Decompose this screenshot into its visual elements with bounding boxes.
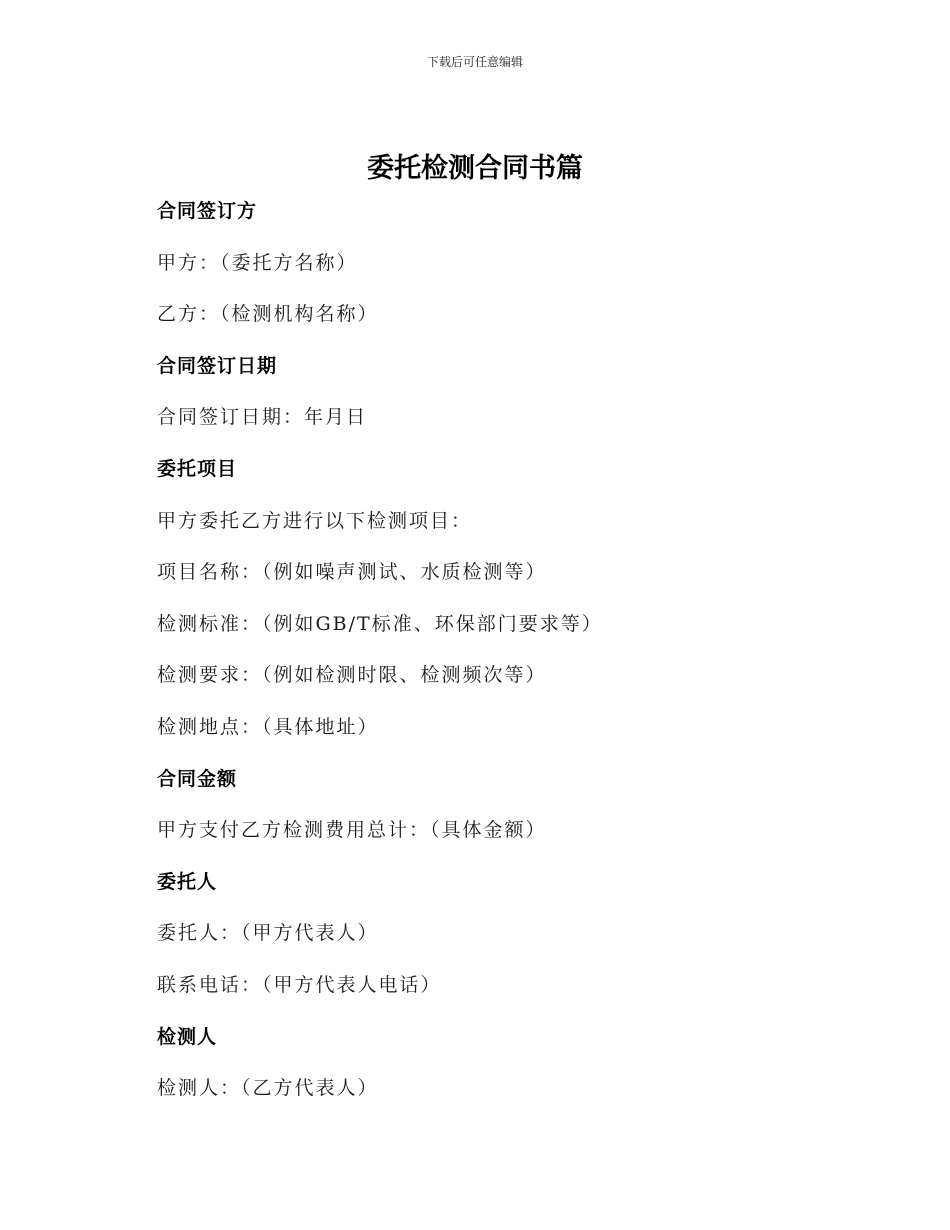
test-location-line: 检测地点：（具体地址） (157, 715, 379, 738)
document-body (157, 195, 837, 1124)
section-heading-items: 委托项目 (157, 457, 238, 480)
item-name-line: 项目名称：（例如噪声测试、水质检测等） (157, 561, 547, 584)
items-intro-line: 甲方委托乙方进行以下检测项目： (157, 509, 473, 532)
test-standard-line: 检测标准：（例如GB/T标准、环保部门要求等） (157, 612, 603, 635)
section-heading-client: 委托人 (157, 870, 218, 893)
section-heading-tester: 检测人 (157, 1025, 218, 1048)
document-title: 委托检测合同书篇 (367, 153, 583, 184)
client-phone-line: 联系电话：（甲方代表人电话） (157, 973, 442, 996)
tester-rep-line: 检测人：（乙方代表人） (157, 1077, 379, 1100)
section-heading-sign-date: 合同签订日期 (157, 354, 278, 377)
section-heading-amount: 合同金额 (157, 767, 238, 790)
amount-line: 甲方支付乙方检测费用总计：（具体金额） (157, 819, 547, 842)
test-requirement-line: 检测要求：（例如检测时限、检测频次等） (157, 664, 547, 687)
party-a-line: 甲方：（委托方名称） (157, 251, 358, 274)
section-heading-parties: 合同签订方 (157, 200, 258, 222)
client-rep-line: 委托人：（甲方代表人） (157, 922, 379, 945)
page-header: 下载后可任意编辑 (426, 55, 523, 69)
party-b-line: 乙方：（检测机构名称） (157, 303, 379, 326)
sign-date-line: 合同签订日期：年月日 (157, 406, 368, 429)
